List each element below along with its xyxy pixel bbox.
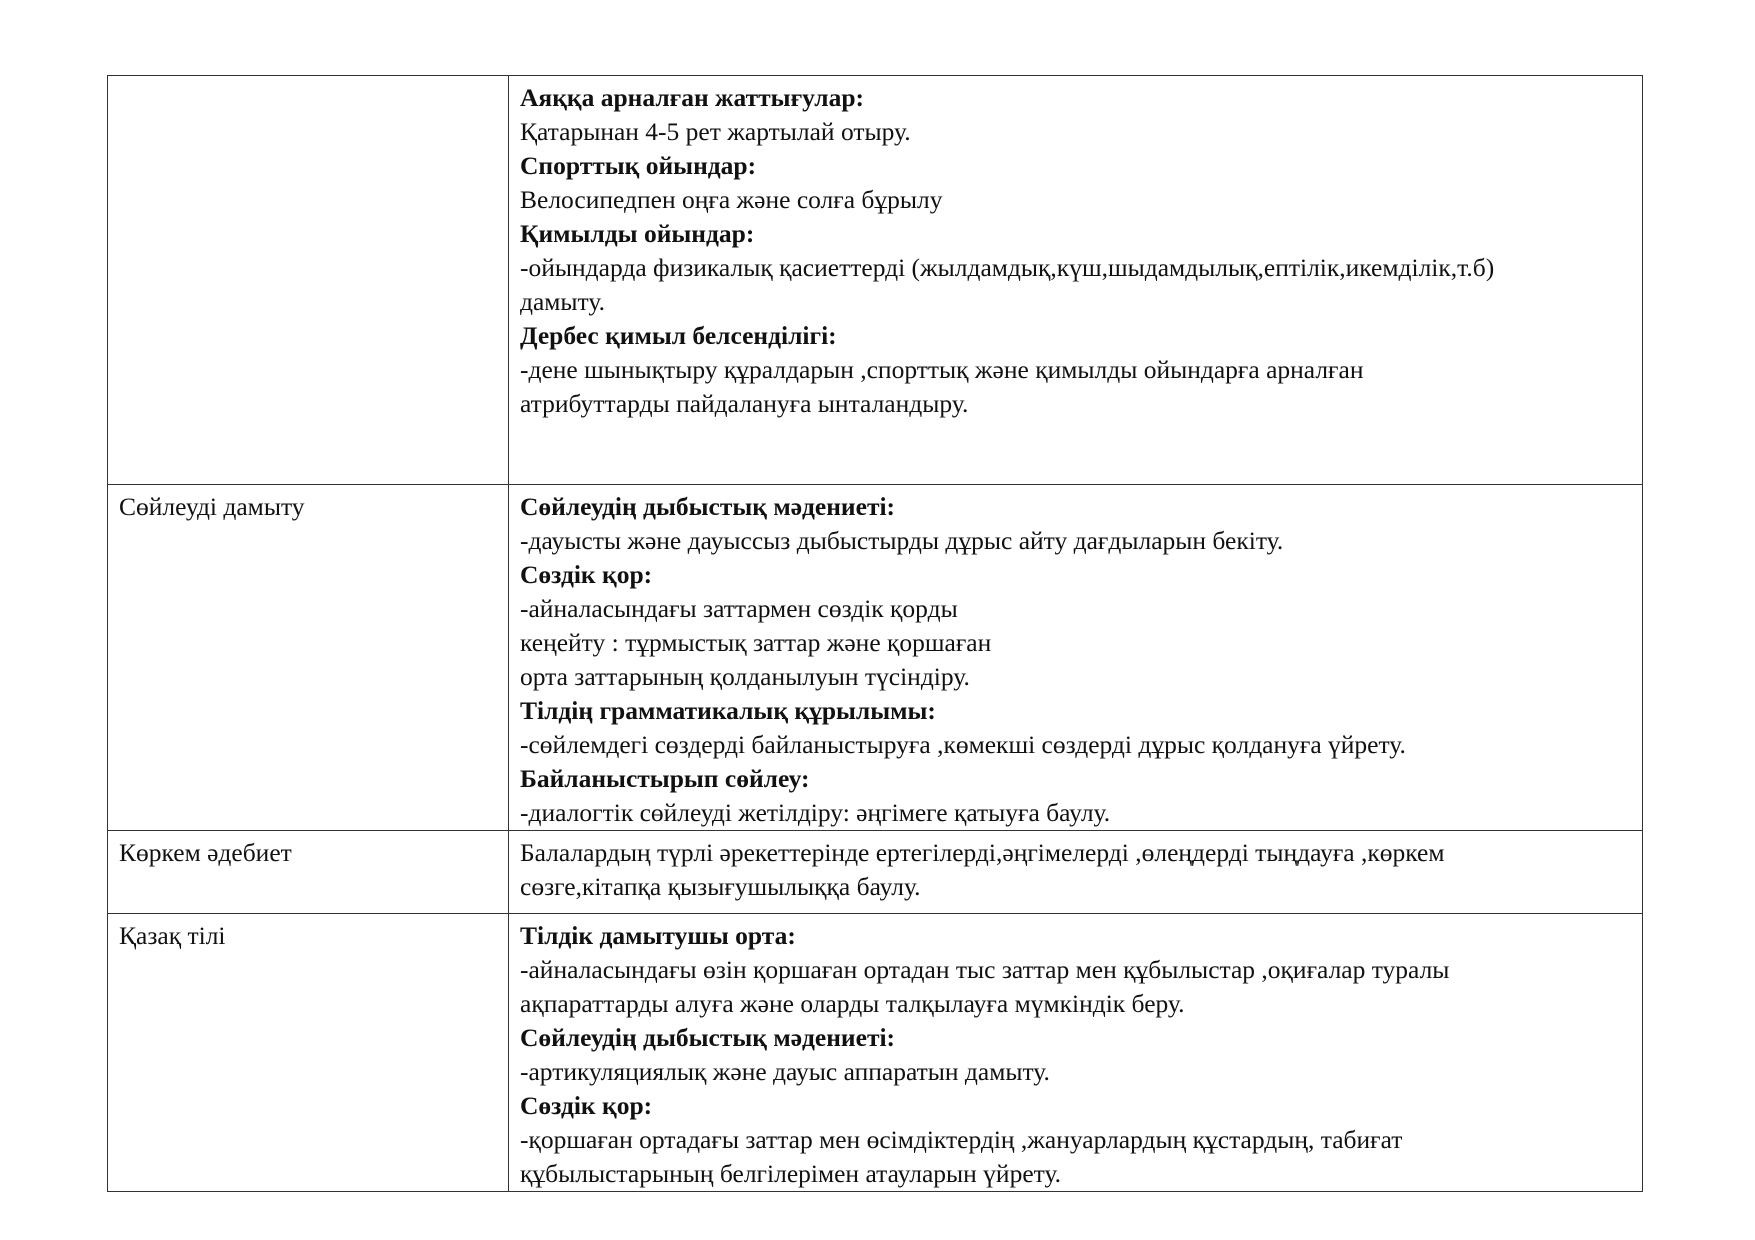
content-line: сөзге,кітапқа қызығушылыққа баулу. — [520, 872, 921, 901]
content-line: құбылыстарының белгілерімен атауларын үйрету. — [520, 1159, 1062, 1188]
content-line: -дене шынықтыру құралдарын ,спорттық және қимылды ойындарға арналған — [520, 355, 1364, 384]
content-line: ақпараттарды алуға және оларды талқылауға мүмкіндік беру. — [520, 989, 1185, 1018]
content-line: -қоршаған ортадағы заттар мен өсімдіктердің ,жануарлардың құстардың, табиғат — [520, 1125, 1403, 1154]
content-line: дамыту. — [520, 287, 605, 316]
section-heading: Спорттық ойындар: — [520, 151, 757, 180]
section-heading: Сөздік қор: — [520, 1091, 653, 1120]
section-heading: Тілдің грамматикалық құрылымы: — [520, 696, 936, 725]
content-line: атрибуттарды пайдалануға ынталандыру. — [520, 389, 969, 418]
content-cell — [509, 76, 1643, 485]
subject-cell — [108, 485, 509, 831]
content-cell — [509, 914, 1643, 1192]
subject-cell — [108, 914, 509, 1192]
subject-label: Сөйлеуді дамыту — [119, 492, 305, 521]
subject-label: Көркем әдебиет — [119, 838, 292, 867]
content-line: -айналасындағы заттармен сөздік қорды — [520, 594, 958, 623]
content-line: -сөйлемдегі сөздерді байланыстыруға ,көмекші сөздерді дұрыс қолдануға үйрету. — [520, 730, 1406, 759]
section-heading: Сөздік қор: — [520, 560, 653, 589]
table-row — [108, 831, 1643, 914]
section-heading: Қимылды ойындар: — [520, 219, 755, 248]
section-heading: Сөйлеудің дыбыстық мәдениеті: — [520, 492, 896, 521]
section-heading: Тілдік дамытушы орта: — [520, 921, 796, 950]
content-line: -айналасындағы өзін қоршаған ортадан тыс заттар мен құбылыстар ,оқиғалар туралы — [520, 955, 1450, 984]
content-line: орта заттарының қолданылуын түсіндіру. — [520, 662, 970, 691]
content-cell — [509, 831, 1643, 914]
subject-label: Қазақ тілі — [119, 921, 226, 950]
content-line: -дауысты және дауыссыз дыбыстырды дұрыс айту дағдыларын бекіту. — [520, 526, 1284, 555]
subject-cell — [108, 76, 509, 485]
content-line: кеңейту : тұрмыстық заттар және қоршаған — [520, 628, 992, 657]
content-line: Велосипедпен оңға және солға бұрылу — [520, 185, 943, 214]
section-heading: Байланыстырып сөйлеу: — [520, 764, 810, 793]
content-line: Қатарынан 4-5 рет жартылай отыру. — [520, 117, 911, 146]
content-line: -артикуляциялық және дауыс аппаратын дамыту. — [520, 1057, 1050, 1086]
content-line: -ойындарда физикалық қасиеттерді (жылдамдық,күш,шыдамдылық,ептілік,икемділік,т.б) — [520, 253, 1495, 282]
section-heading: Сөйлеудің дыбыстық мәдениеті: — [520, 1023, 896, 1052]
table-row — [108, 914, 1643, 1192]
content-cell — [509, 485, 1643, 831]
table-body — [108, 76, 1643, 1192]
curriculum-table — [107, 75, 1643, 1192]
section-heading: Дербес қимыл белсенділігі: — [520, 321, 837, 350]
subject-cell — [108, 831, 509, 914]
content-line: Балалардың түрлі әрекеттерінде ертегілерді,әңгімелерді ,өлеңдерді тыңдауға ,көркем — [520, 838, 1445, 867]
table-row — [108, 76, 1643, 485]
content-line: -диалогтік сөйлеуді жетілдіру: әңгімеге қатыуға баулу. — [520, 798, 1111, 827]
table-row — [108, 485, 1643, 831]
section-heading: Аяққа арналған жаттығулар: — [520, 83, 864, 112]
